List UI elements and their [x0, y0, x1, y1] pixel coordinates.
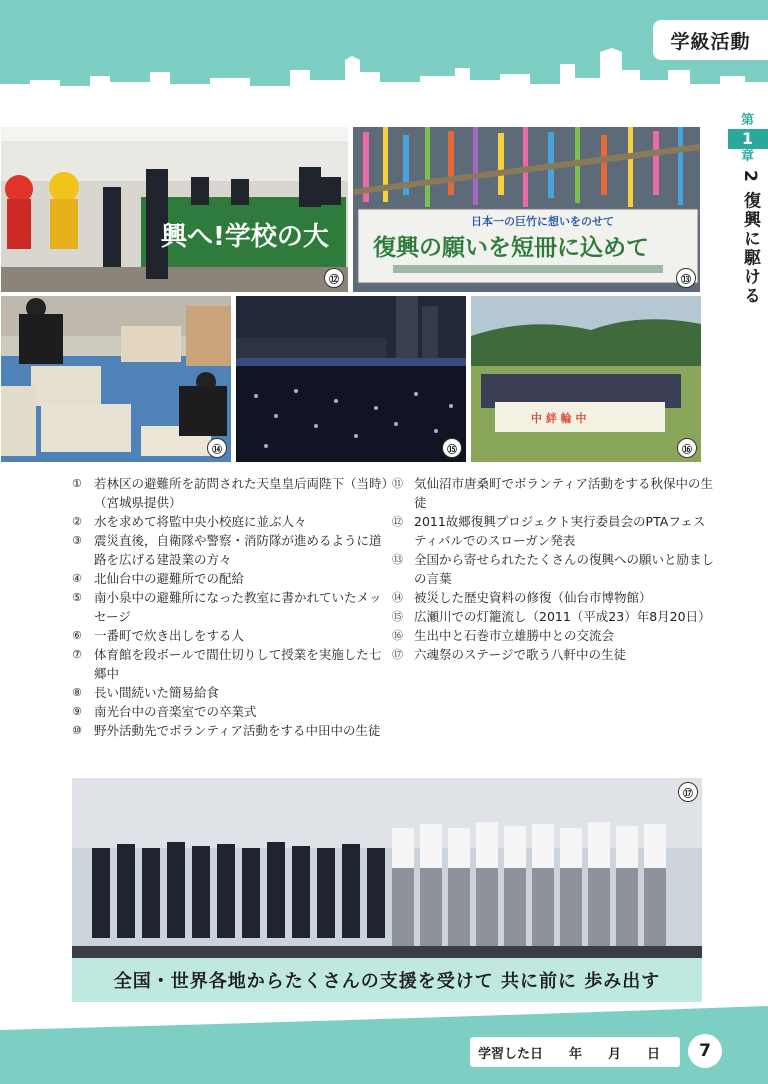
photo-number-badge: ⑰ — [678, 782, 698, 802]
photo-16-school-exchange — [471, 296, 701, 462]
chapter-title: 2 復興に駆ける — [740, 170, 760, 306]
caption-item — [72, 531, 388, 569]
photo-number-badge: ⑯ — [677, 438, 697, 458]
caption-text: 南小泉中の避難所になった教室に書かれていたメッセージ — [94, 590, 382, 624]
photo-number-badge: ⑫ — [324, 268, 344, 288]
caption-text: 広瀬川での灯籠流し（2011（平成23）年8月20日） — [414, 609, 711, 624]
photo-12-banner-text: 興へ!学校の大 — [161, 222, 329, 252]
caption-item — [392, 607, 716, 626]
caption-number: ⑤ — [72, 591, 82, 604]
slogan-banner: 全国・世界各地からたくさんの支援を受けて 共に前に 歩み出す — [72, 958, 702, 1002]
caption-item — [392, 512, 716, 550]
caption-text: 水を求めて将監中央小校庭に並ぶ人々 — [94, 514, 307, 529]
caption-text: 生出中と石巻市立雄勝中との交流会 — [414, 628, 615, 643]
caption-list-right — [392, 474, 716, 664]
photo-17-choir-stage — [72, 778, 702, 958]
caption-item — [72, 474, 388, 512]
section-tag: 学級活動 — [653, 20, 768, 60]
caption-text: 長い間続いた簡易給食 — [94, 685, 220, 700]
caption-number: ⑬ — [392, 553, 403, 566]
page-number: 7 — [688, 1034, 722, 1068]
photo-16-banner-text: 中 絆 輪 中 — [531, 412, 587, 425]
study-date-box — [470, 1037, 680, 1067]
page-header — [0, 0, 768, 92]
caption-text: 全国から寄せられたたくさんの復興への願いと励ましの言葉 — [414, 552, 715, 586]
caption-text: 気仙沼市唐桑町でボランティア活動をする秋保中の生徒 — [414, 476, 714, 510]
photo-12-stage-slogan — [1, 127, 348, 292]
caption-text: 野外活動先でボランティア活動をする中田中の生徒 — [94, 723, 381, 738]
caption-number: ⑫ — [392, 515, 403, 528]
caption-number: ⑥ — [72, 629, 82, 642]
caption-text: 一番町で炊き出しをする人 — [94, 628, 245, 643]
photo-13-sign-top: 日本一の巨竹に想いをのせて — [471, 215, 614, 228]
photo-number-badge: ⑮ — [442, 438, 462, 458]
caption-text: 六魂祭のステージで歌う八軒中の生徒 — [414, 647, 627, 662]
caption-text: 被災した歴史資料の修復（仙台市博物館） — [414, 590, 652, 605]
caption-item — [72, 721, 388, 740]
photo-13-wish-banner — [353, 127, 700, 292]
caption-text: 北仙台中の避難所での配給 — [94, 571, 245, 586]
chapter-prefix: 第 — [740, 113, 754, 128]
caption-number: ⑯ — [392, 629, 403, 642]
caption-item — [72, 645, 388, 683]
caption-item — [392, 645, 716, 664]
caption-number: ⑦ — [72, 648, 82, 661]
caption-item — [72, 588, 388, 626]
caption-item — [72, 512, 388, 531]
caption-text: 若林区の避難所を訪問された天皇皇后両陛下（当時）（宮城県提供） — [94, 476, 388, 510]
caption-number: ⑮ — [392, 610, 403, 623]
caption-item — [72, 626, 388, 645]
study-date-year: 年 — [569, 1046, 583, 1062]
study-date-month: 月 — [608, 1046, 622, 1062]
photo-15-lantern-floating — [236, 296, 466, 462]
caption-number: ⑧ — [72, 686, 82, 699]
caption-number: ⑩ — [72, 724, 82, 737]
caption-item — [392, 550, 716, 588]
caption-item — [392, 588, 716, 607]
caption-number: ⑪ — [392, 477, 403, 490]
photo-14-document-restoration — [1, 296, 231, 462]
caption-text: 体育館を段ボールで間仕切りして授業を実施した七郷中 — [94, 647, 382, 681]
caption-item — [392, 626, 716, 645]
chapter-number: 1 — [728, 129, 768, 149]
caption-number: ⑰ — [392, 648, 403, 661]
study-date-label: 学習した日 — [478, 1046, 544, 1062]
study-date-day: 日 — [647, 1046, 661, 1062]
caption-list-left — [72, 474, 388, 740]
caption-number: ⑨ — [72, 705, 82, 718]
caption-item — [392, 474, 716, 512]
chapter-index — [727, 114, 768, 164]
photo-number-badge: ⑬ — [676, 268, 696, 288]
caption-text: 2011故郷復興プロジェクト実行委員会のPTAフェスティバルでのスローガン発表 — [414, 514, 706, 548]
caption-text: 震災直後，自衛隊や警察・消防隊が進めるように道路を広げる建設業の方々 — [94, 533, 382, 567]
caption-number: ③ — [72, 534, 82, 547]
caption-item — [72, 683, 388, 702]
photo-13-sign-main: 復興の願いを短冊に込めて — [373, 235, 649, 261]
chapter-suffix: 章 — [740, 149, 754, 164]
caption-number: ② — [72, 515, 82, 528]
caption-number: ⑭ — [392, 591, 403, 604]
photo-number-badge: ⑭ — [207, 438, 227, 458]
caption-item — [72, 702, 388, 721]
caption-item — [72, 569, 388, 588]
caption-number: ① — [72, 477, 82, 490]
caption-text: 南光台中の音楽室での卒業式 — [94, 704, 257, 719]
caption-number: ④ — [72, 572, 82, 585]
